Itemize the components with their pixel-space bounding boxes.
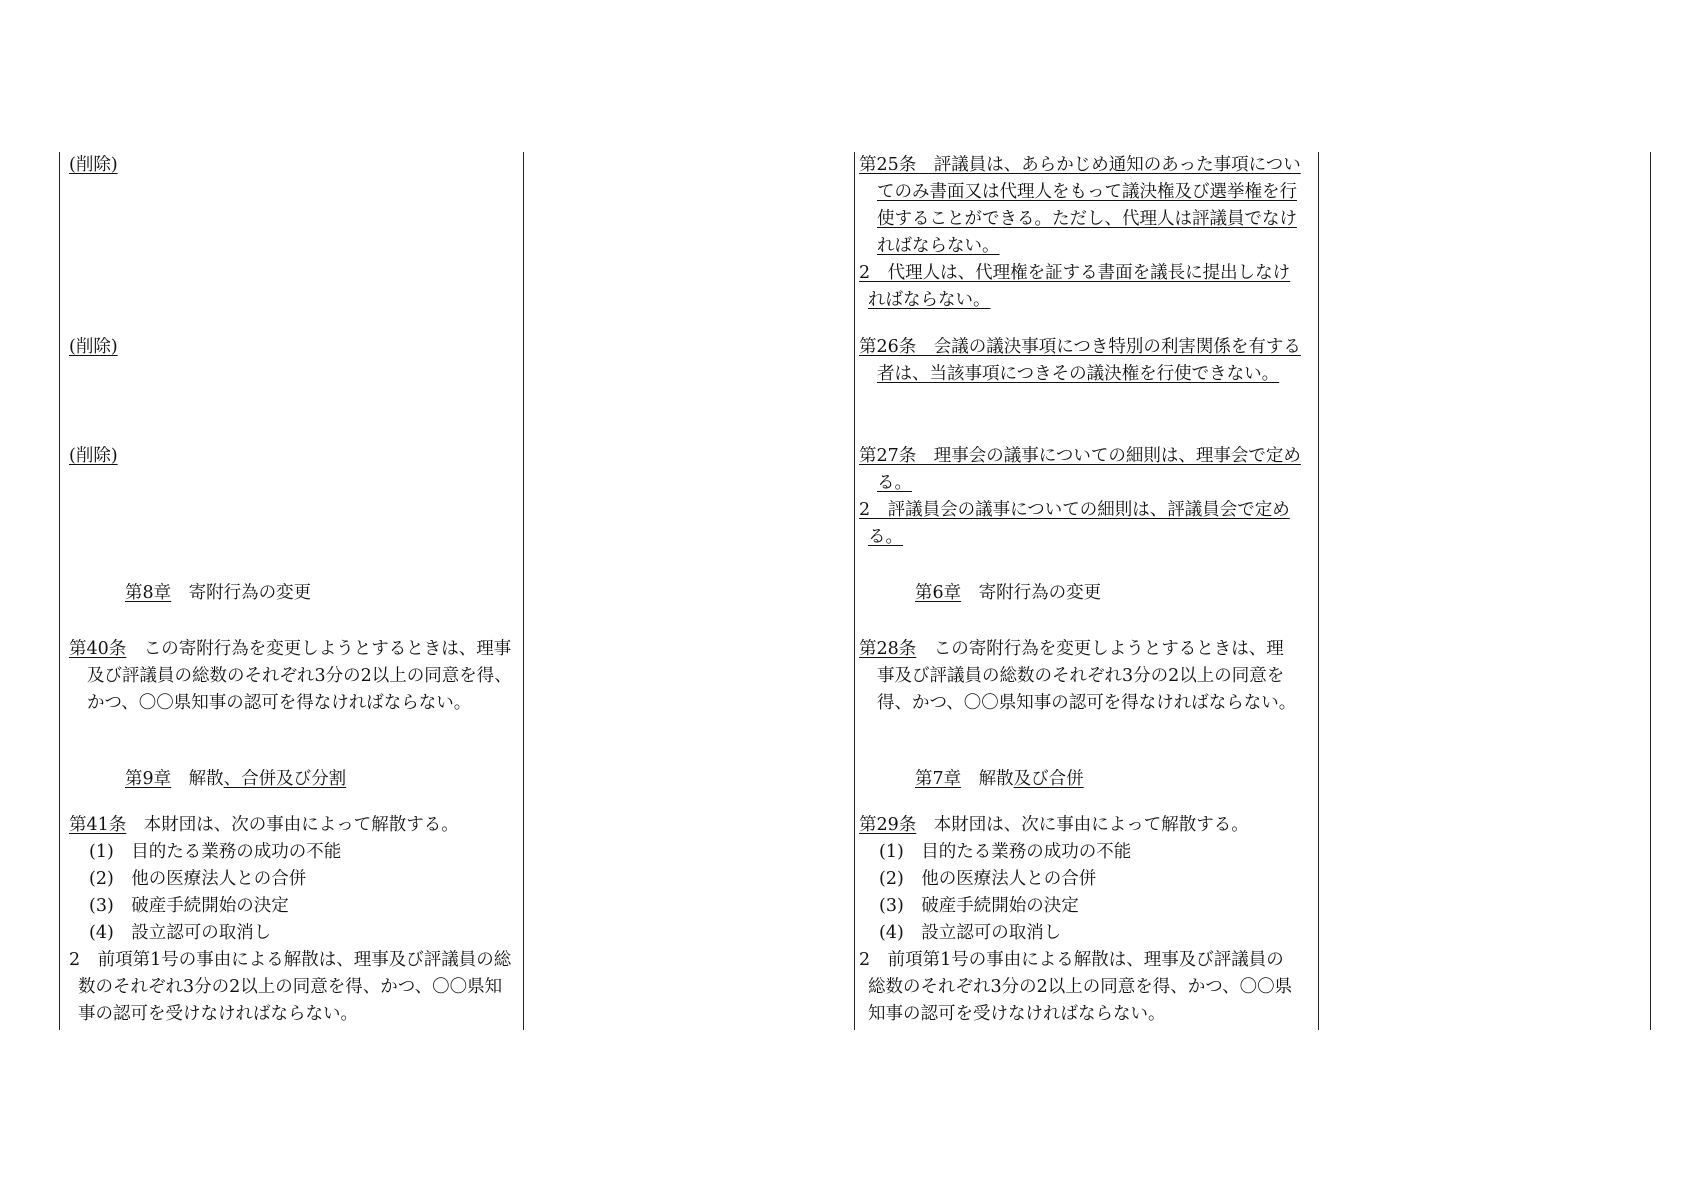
table-divider-2 <box>854 152 855 1030</box>
deleted-article-3 <box>69 443 517 470</box>
article-number: 第40条 <box>69 639 127 659</box>
deleted-label: (削除) <box>69 446 118 466</box>
list-item: (2) 他の医療法人との合併 <box>879 869 1097 889</box>
table-divider-1 <box>523 152 524 1030</box>
list-item: (4) 設立認可の取消し <box>879 923 1062 943</box>
article-text: 第27条 理事会の議事についての細則は、理事会で定める。 <box>859 446 1301 493</box>
chapter-number: 第9章 <box>125 769 172 789</box>
paragraph-2: 2 前項第1号の事由による解散は、理事及び評議員の総数のそれぞれ3分の2以上の同意を得、かつ、〇〇県知事の認可を受けなければならない。 <box>859 950 1293 1024</box>
article-number: 第41条 <box>69 815 127 835</box>
table-border-right <box>1650 152 1651 1030</box>
article-number: 第28条 <box>859 639 917 659</box>
article-25 <box>859 152 1301 314</box>
deleted-label: (削除) <box>69 337 118 357</box>
chapter-title-changed: 及び合併 <box>1013 769 1084 789</box>
article-text: 第26条 会議の議決事項につき特別の利害関係を有する者は、当該事項につきその議決権を行使できない。 <box>859 337 1301 384</box>
table-divider-3 <box>1318 152 1319 1030</box>
article-26 <box>859 334 1301 388</box>
article-27 <box>859 443 1301 551</box>
paragraph-2: 2 評議員会の議事についての細則は、評議員会で定める。 <box>859 500 1290 547</box>
list-item: (3) 破産手続開始の決定 <box>879 896 1079 916</box>
list-item: (3) 破産手続開始の決定 <box>89 896 289 916</box>
article-28 <box>859 636 1301 717</box>
chapter-title: 解散 <box>978 769 1014 789</box>
paragraph-2: 2 代理人は、代理権を証する書面を議長に提出しなければならない。 <box>859 263 1291 310</box>
chapter-6-heading <box>859 580 1301 607</box>
chapter-number: 第7章 <box>915 769 962 789</box>
article-text: この寄附行為を変更しようとするときは、理事及び評議員の総数のそれぞれ3分の2以上の同意を得、かつ、〇〇県知事の認可を得なければならない。 <box>877 639 1297 713</box>
chapter-number: 第6章 <box>915 583 962 603</box>
article-41 <box>69 812 517 1028</box>
article-number: 第29条 <box>859 815 917 835</box>
list-item: (2) 他の医療法人との合併 <box>89 869 307 889</box>
article-text: 本財団は、次に事由によって解散する。 <box>933 815 1249 835</box>
article-40 <box>69 636 517 717</box>
chapter-7-heading <box>859 766 1301 793</box>
chapter-title-changed: 、合併及び分割 <box>223 769 347 789</box>
chapter-title: 解散 <box>188 769 224 789</box>
chapter-number: 第8章 <box>125 583 172 603</box>
list-item: (1) 目的たる業務の成功の不能 <box>879 842 1132 862</box>
chapter-title: 寄附行為の変更 <box>188 583 312 603</box>
article-text: 第25条 評議員は、あらかじめ通知のあった事項についてのみ書面又は代理人をもって議決権及び選挙権を行使することができる。ただし、代理人は評議員でなければならない。 <box>859 155 1301 256</box>
list-item: (4) 設立認可の取消し <box>89 923 272 943</box>
deleted-label: (削除) <box>69 155 118 175</box>
article-29 <box>859 812 1301 1028</box>
article-text: この寄附行為を変更しようとするときは、理事及び評議員の総数のそれぞれ3分の2以上の同意を得、かつ、〇〇県知事の認可を得なければならない。 <box>87 639 512 713</box>
deleted-article-2 <box>69 334 517 361</box>
chapter-8-heading <box>69 580 517 607</box>
chapter-9-heading <box>69 766 517 793</box>
paragraph-2: 2 前項第1号の事由による解散は、理事及び評議員の総数のそれぞれ3分の2以上の同意を得、かつ、〇〇県知事の認可を受けなければならない。 <box>69 950 512 1024</box>
list-item: (1) 目的たる業務の成功の不能 <box>89 842 342 862</box>
chapter-title: 寄附行為の変更 <box>978 583 1102 603</box>
deleted-article-1 <box>69 152 517 179</box>
article-text: 本財団は、次の事由によって解散する。 <box>143 815 459 835</box>
table-border-left <box>59 152 60 1030</box>
